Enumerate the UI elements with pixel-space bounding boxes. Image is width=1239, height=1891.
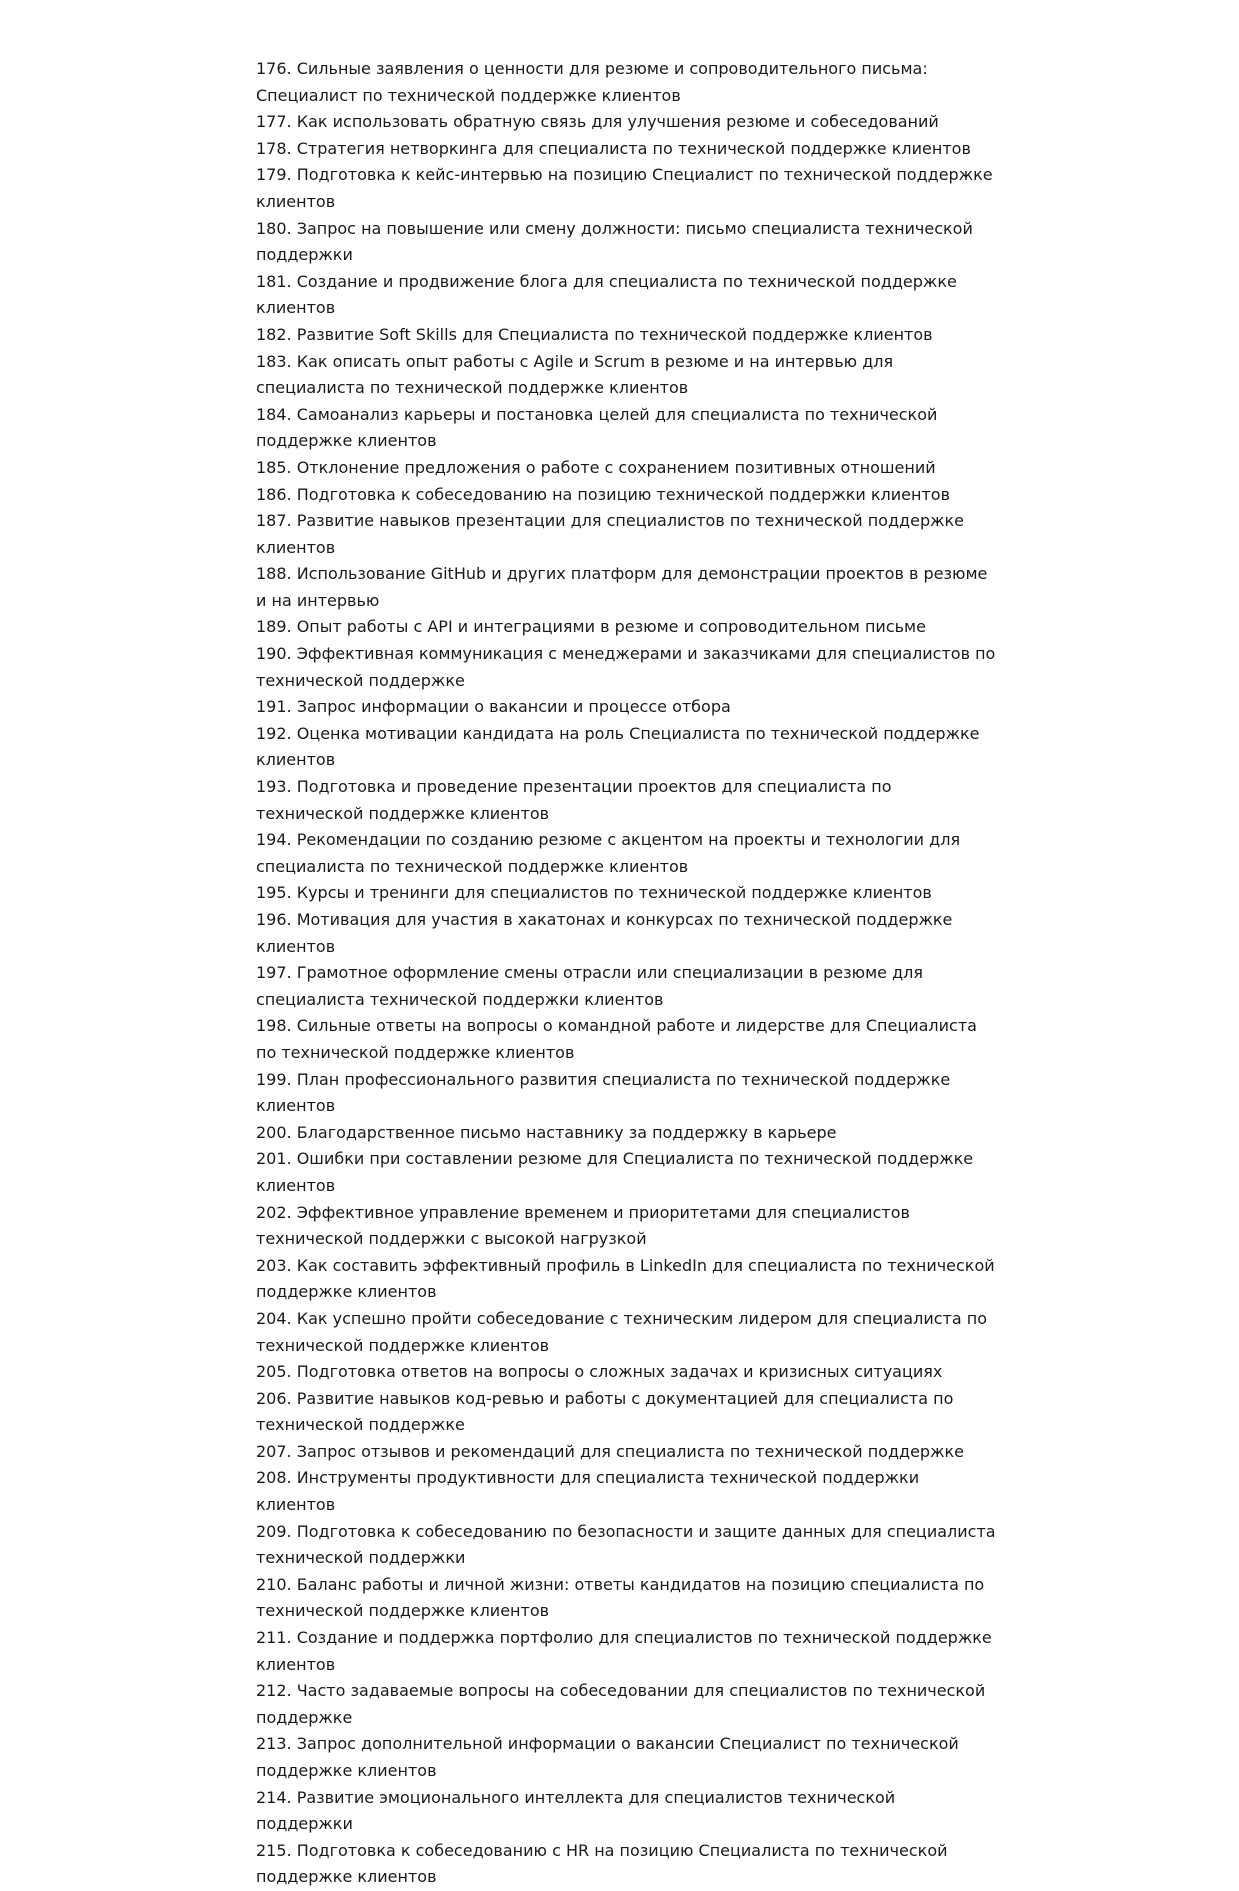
list-item: 206. Развитие навыков код-ревью и работы с документацией для специалиста по технической поддержке	[256, 1388, 954, 1435]
list-item: 177. Как использовать обратную связь для улучшения резюме и собеседований	[256, 112, 939, 132]
list-item: 209. Подготовка к собеседованию по безопасности и защите данных для специалиста технической поддержки	[256, 1521, 996, 1568]
list-item: 207. Запрос отзывов и рекомендаций для специалиста по технической поддержке	[256, 1441, 964, 1461]
list-item: 212. Часто задаваемые вопросы на собеседовании для специалистов по технической поддержке	[256, 1681, 986, 1727]
list-item: 191. Запрос информации о вакансии и процессе отбора	[256, 697, 731, 717]
list-item: 195. Курсы и тренинги для специалистов по технической поддержке клиентов	[256, 883, 932, 903]
list-item: 198. Сильные ответы на вопросы о командной работе и лидерстве для Специалиста по технической поддержке клиентов	[256, 1016, 977, 1062]
list-item: 182. Развитие Soft Skills для Специалиста по технической поддержке клиентов	[256, 324, 933, 344]
list-item: 201. Ошибки при составлении резюме для Специалиста по технической поддержке клиентов	[256, 1149, 974, 1195]
list-item: 190. Эффективная коммуникация с менеджерами и заказчиками для специалистов по технической поддержке	[256, 644, 996, 690]
list-item: 181. Создание и продвижение блога для специалиста по технической поддержке клиентов	[256, 271, 957, 318]
list-item: 197. Грамотное оформление смены отрасли или специализации в резюме для специалиста технической поддержки клиентов	[256, 963, 924, 1009]
list-item: 179. Подготовка к кейс-интервью на позицию Специалист по технической поддержке клиентов	[256, 165, 993, 211]
list-item: 180. Запрос на повышение или смену должности: письмо специалиста технической поддержки	[256, 218, 973, 265]
list-item: 200. Благодарственное письмо наставнику за поддержку в карьере	[256, 1122, 837, 1142]
list-item: 178. Стратегия нетворкинга для специалиста по технической поддержке клиентов	[256, 138, 971, 158]
list-item: 183. Как описать опыт работы с Agile и Scrum в резюме и на интервью для специалиста по технической поддержке клиентов	[256, 351, 894, 398]
list-item: 189. Опыт работы с API и интеграциями в резюме и сопроводительном письме	[256, 617, 926, 637]
list-item: 214. Развитие эмоционального интеллекта для специалистов технической поддержки	[256, 1787, 896, 1834]
list-item: 186. Подготовка к собеседованию на позицию технической поддержки клиентов	[256, 484, 951, 504]
list-item: 204. Как успешно пройти собеседование с техническим лидером для специалиста по технической поддержке клиентов	[256, 1308, 987, 1355]
list-item: 193. Подготовка и проведение презентации проектов для специалиста по технической поддержке клиентов	[256, 777, 892, 823]
list-item: 199. План профессионального развития специалиста по технической поддержке клиентов	[256, 1069, 951, 1116]
list-item: 185. Отклонение предложения о работе с сохранением позитивных отношений	[256, 457, 936, 477]
list-item: 196. Мотивация для участия в хакатонах и конкурсах по технической поддержке клиентов	[256, 910, 953, 956]
list-item: 205. Подготовка ответов на вопросы о сложных задачах и кризисных ситуациях	[256, 1362, 943, 1382]
list-item: 202. Эффективное управление временем и приоритетами для специалистов технической поддержки с высокой нагрузкой	[256, 1202, 910, 1249]
list-item: 215. Подготовка к собеседованию с HR на позицию Специалиста по технической поддержке клиентов	[256, 1840, 948, 1887]
list-item: 213. Запрос дополнительной информации о вакансии Специалист по технической поддержке клиентов	[256, 1734, 959, 1780]
list-item: 192. Оценка мотивации кандидата на роль Специалиста по технической поддержке клиентов	[256, 723, 980, 770]
list-item: 210. Баланс работы и личной жизни: ответы кандидатов на позицию специалиста по технической поддержке клиентов	[256, 1574, 985, 1621]
list-item: 184. Самоанализ карьеры и постановка целей для специалиста по технической поддержке клиентов	[256, 404, 938, 451]
list-item: 194. Рекомендации по созданию резюме с акцентом на проекты и технологии для специалиста по технической поддержке клиентов	[256, 830, 961, 876]
list-item: 176. Сильные заявления о ценности для резюме и сопроводительного письма: Специалист по технической поддержке клиентов	[256, 59, 928, 105]
document-body	[256, 56, 996, 1891]
list-item: 208. Инструменты продуктивности для специалиста технической поддержки клиентов	[256, 1468, 920, 1515]
list-item: 211. Создание и поддержка портфолио для специалистов по технической поддержке клиентов	[256, 1628, 992, 1674]
list-item: 188. Использование GitHub и других платформ для демонстрации проектов в резюме и на интервью	[256, 564, 988, 610]
list-item: 187. Развитие навыков презентации для специалистов по технической поддержке клиентов	[256, 511, 965, 557]
list-item: 203. Как составить эффективный профиль в LinkedIn для специалиста по технической поддержке клиентов	[256, 1255, 995, 1302]
